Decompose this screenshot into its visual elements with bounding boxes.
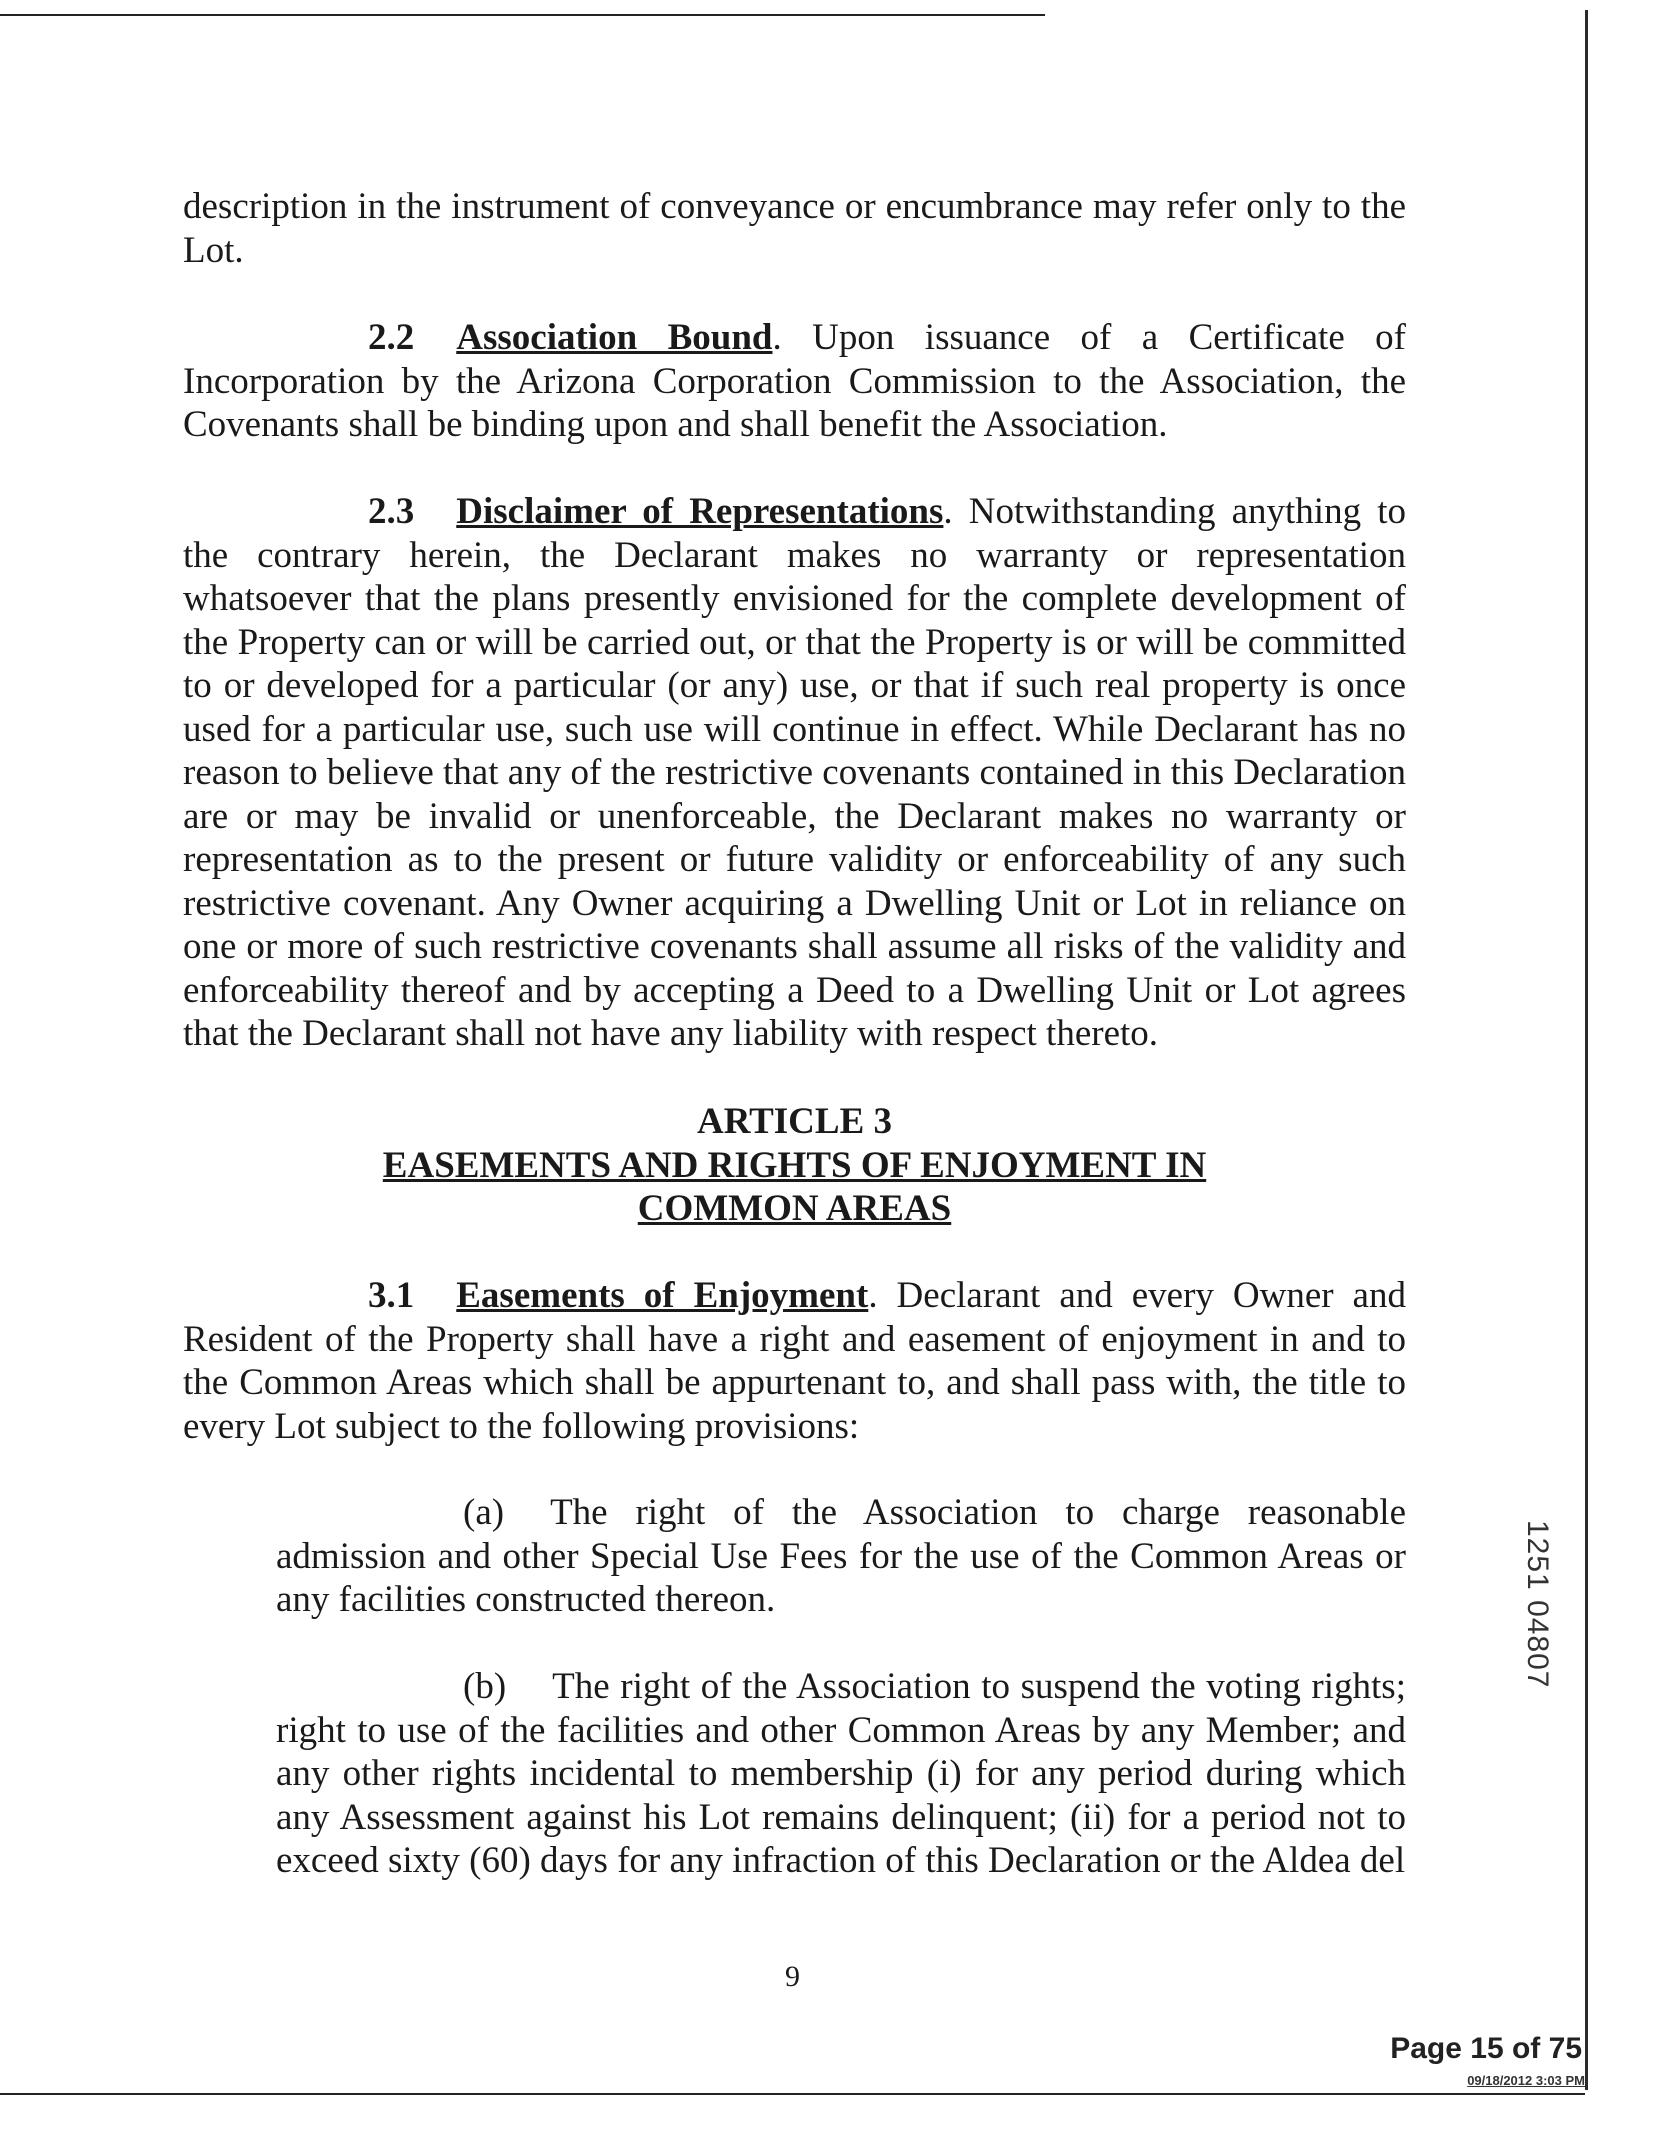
section-body: . Notwithstanding anything to the contrary herein, the Declarant makes no warranty or representation whatsoever that the plans presently envisioned for the complete development of the Property can or will be carried out, or that the Property is or will be committed to or developed for a particular (or any) use, or that if such real property is once used for a particular use, such use will continue in effect. While Declarant has no reason to believe that any of the restrictive covenants contained in this Declaration are or may be invalid or unenforceable, the Declarant makes no warranty or representation as to the present or future validity or enforceability of any such restrictive covenant. Any Owner acquiring a Dwelling Unit or Lot in reliance on one or more of such restrictive covenants shall assume all risks of the validity and enforceability thereof and by accepting a Deed to a Dwelling Unit or Lot agrees that the Declarant shall not have any liability with respect thereto. — [183, 491, 1406, 1054]
section-2-3 — [183, 490, 1406, 1056]
subsection-label: (a) — [463, 1492, 505, 1533]
article-title-line1: EASEMENTS AND RIGHTS OF ENJOYMENT IN — [382, 1144, 1207, 1186]
subsection-b — [276, 1665, 1406, 1883]
section-body: . Upon issuance of a Certificate of Incorporation by the Arizona Corporation Commission to the Association, the Covenants shall be binding upon and shall benefit the Association. — [183, 317, 1406, 445]
section-number: 3.1 — [368, 1275, 415, 1316]
subsection-body: The right of the Association to charge reasonable admission and other Special Use Fees for the use of the Common Areas or any facilities constructed thereon. — [276, 1492, 1406, 1620]
right-rule — [1585, 10, 1588, 2090]
section-title: Disclaimer of Representations — [456, 491, 944, 532]
section-2-2 — [183, 316, 1406, 447]
section-title: Association Bound — [456, 317, 773, 358]
section-number: 2.3 — [368, 491, 415, 532]
section-body: . Declarant and every Owner and Resident of the Property shall have a right and easement of enjoyment in and to the Common Areas which shall be appurtenant to, and shall pass with, the title to every Lot subject to the following provisions: — [183, 1275, 1406, 1447]
section-title: Easements of Enjoyment — [456, 1275, 869, 1316]
subsection-a — [276, 1491, 1406, 1622]
section-3-1 — [183, 1274, 1406, 1448]
article-label: ARTICLE 3 — [696, 1101, 893, 1142]
subsection-body: The right of the Association to suspend the voting rights; right to use of the facilities and other Common Areas by any Member; and any other rights incidental to membership (i) for any period during which any Assessment against his Lot remains delinquent; (ii) for a period not to exceed sixty (60) days for any infraction of this Declaration or the Aldea del — [276, 1666, 1406, 1881]
page-number: 9 — [785, 1960, 800, 1993]
bottom-rule — [0, 2093, 1585, 2095]
subsection-label: (b) — [463, 1666, 507, 1707]
record-timestamp: 09/18/2012 3:03 PM — [1467, 2073, 1585, 2088]
intro-paragraph: description in the instrument of conveyance or encumbrance may refer only to the Lot. — [183, 186, 1406, 271]
section-number: 2.2 — [368, 317, 415, 358]
article-heading — [183, 1100, 1406, 1231]
article-title-line2: COMMON AREAS — [637, 1188, 952, 1229]
recording-number: 1251 04807 — [1521, 1520, 1554, 1689]
page-indicator: Page 15 of 75 — [1390, 2032, 1582, 2065]
top-rule — [0, 14, 1045, 16]
